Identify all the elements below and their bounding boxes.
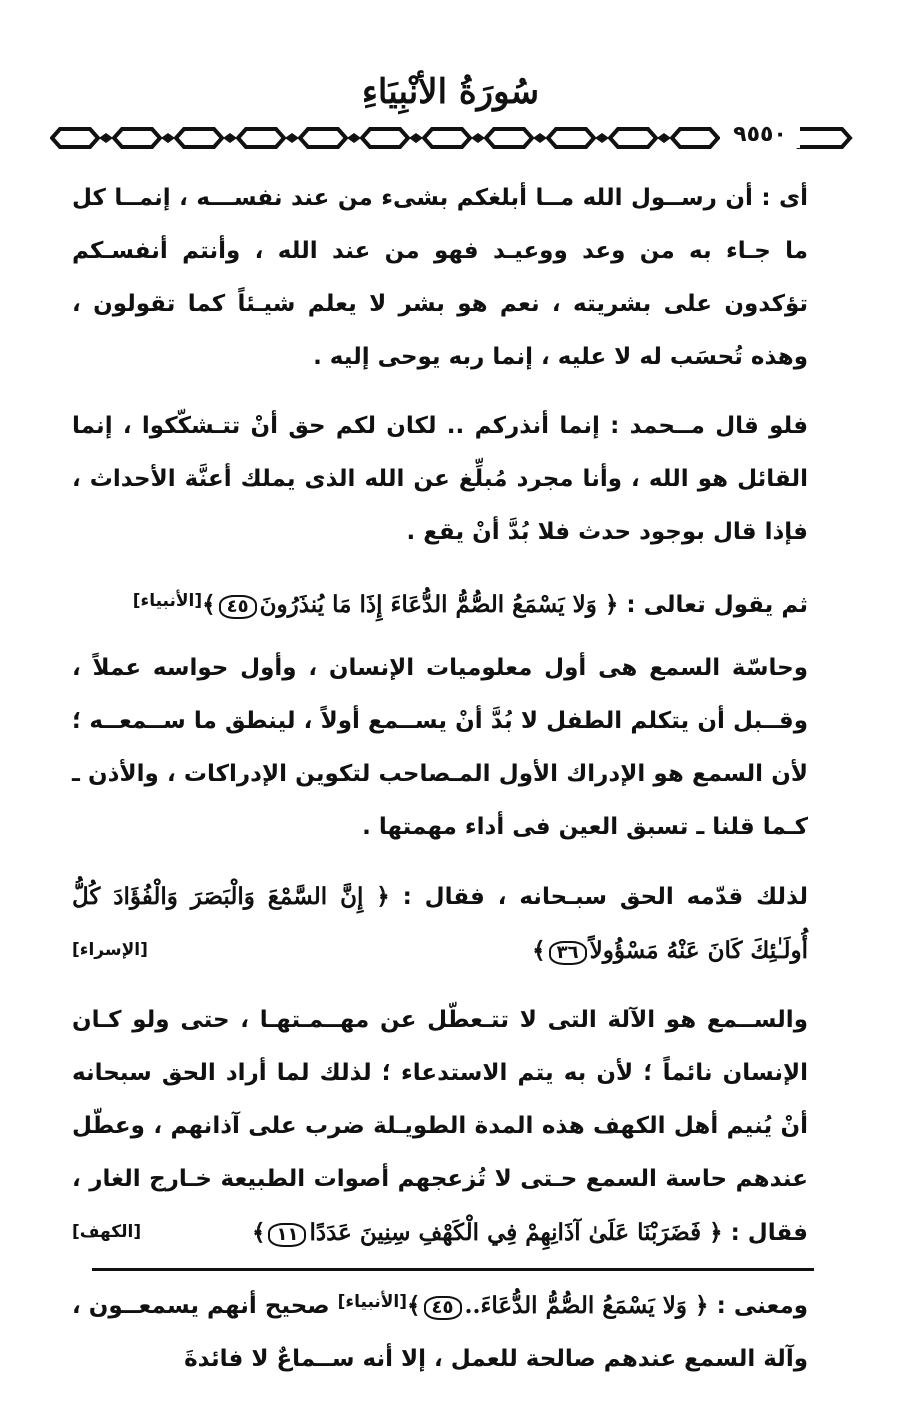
paragraph-7 <box>72 1276 808 1386</box>
paragraph-5-intro: لذلك قدّمه الحق سبـحانه ، فقال : <box>389 884 808 910</box>
paragraph-3-intro: ثم يقول تعالى : <box>618 592 808 618</box>
paragraph-3 <box>72 575 808 632</box>
page-body <box>72 172 808 1402</box>
quran-verse: ﴿ فَضَرَبْنَا عَلَىٰ آذَانِهِمْ فِي الْكَهْفِ سِنِينَ عَدَدًا <box>309 1219 723 1246</box>
verse-close-bracket: ﴾ <box>251 1219 266 1246</box>
ayah-number-badge: ١١ <box>268 1223 306 1247</box>
paragraph-2: فلو قال مــحمد : إنما أنذركم .. لكان لكم حق أنْ تتـشكّكوا ، إنما القائل هو الله ، وأنا مجرد مُبلِّغ عن الله الذى يملك أعنَّة الأحداث ، فإذا قال بوجود حدث فلا بُدَّ أنْ يقع . <box>72 413 808 545</box>
quran-verse: ﴿ وَلا يَسْمَعُ الصُّمُّ الدُّعَاءَ إِذَا مَا يُنذَرُونَ <box>259 591 619 618</box>
verse-close-bracket: ﴾ <box>202 591 216 618</box>
verse-close-bracket: ﴾ <box>407 1292 421 1319</box>
paragraph-7-rest: صحيح أنهم يسمعــون ، وآلة السمع عندهم صالحة للعمل ، إلا أنه ســماعٌ لا فائدةَ <box>72 1293 808 1372</box>
paragraph-4: وحاسّة السمع هى أول معلوميات الإنسان ، وأول حواسه عملاً ، وقــبل أن يتكلم الطفل لا بُدَّ أنْ يســمع أولاً ، لينطق ما ســمعــه ؛ لأن السمع هو الإدراك الأول المـصاحب لتكوين الإدراكات ، والأذن ـ كـما قلنا ـ تسبق العين فى أداء مهمتها . <box>72 655 808 840</box>
verse-close-bracket: ﴾ <box>532 937 546 964</box>
surah-title: سُورَةُ الأنْبِيَاءِ <box>361 72 540 112</box>
ayah-number-badge: ٤٥ <box>219 595 257 619</box>
footer-divider <box>92 1268 814 1271</box>
quran-verse: ﴿ وَلا يَسْمَعُ الصُّمُّ الدُّعَاءَ.. <box>464 1292 709 1319</box>
paragraph-1: أى : أن رســول الله مــا أبلغكم بشىء من عند نفســـه ، إنمــا كل ما جـاء به من وعد ووعيـد فهو من عند الله ، وأنتم أنفسـكم تؤكدون على بشريته ، نعم هو بشر لا يعلم شيـئاً كما تقولون ، وهذه تُحسَب له لا عليه ، إنما ربه يوحى إليه . <box>72 185 808 370</box>
ayah-number-badge: ٣٦ <box>549 941 587 965</box>
paragraph-5 <box>72 870 808 978</box>
surah-reference: [الأنبياء] <box>337 1292 408 1312</box>
surah-reference: [الأنبياء] <box>132 591 203 611</box>
paragraph-6 <box>72 994 808 1260</box>
ayah-number-badge: ٤٥ <box>424 1296 462 1320</box>
page-number: ٩٥٥٠ <box>720 122 800 148</box>
surah-reference: [الكهف] <box>72 1222 142 1242</box>
paragraph-7-intro: ومعنى : <box>708 1293 808 1319</box>
surah-reference: [الإسراء] <box>72 940 148 960</box>
quran-verse: ﴿ إِنَّ السَّمْعَ وَالْبَصَرَ وَالْفُؤَادَ كُلُّ أُولَـٰئِكَ كَانَ عَنْهُ مَسْؤُولاً <box>72 883 808 964</box>
paragraph-6-text: والســمع هو الآلة التى لا تتـعطّل عن مهــمـتهـا ، حتى ولو كـان الإنسان نائماً ؛ لأن به يتم الاستدعاء ؛ لذلك لما أراد الحق سبحانه أنْ يُنيم أهل الكهف هذه المدة الطويـلة ضرب على آذانهم ، وعطّل عندهم حاسة السمع حـتى لا تُزعجهم أصوات الطبيعة خـارج الغار ، فقال : <box>72 1007 808 1246</box>
